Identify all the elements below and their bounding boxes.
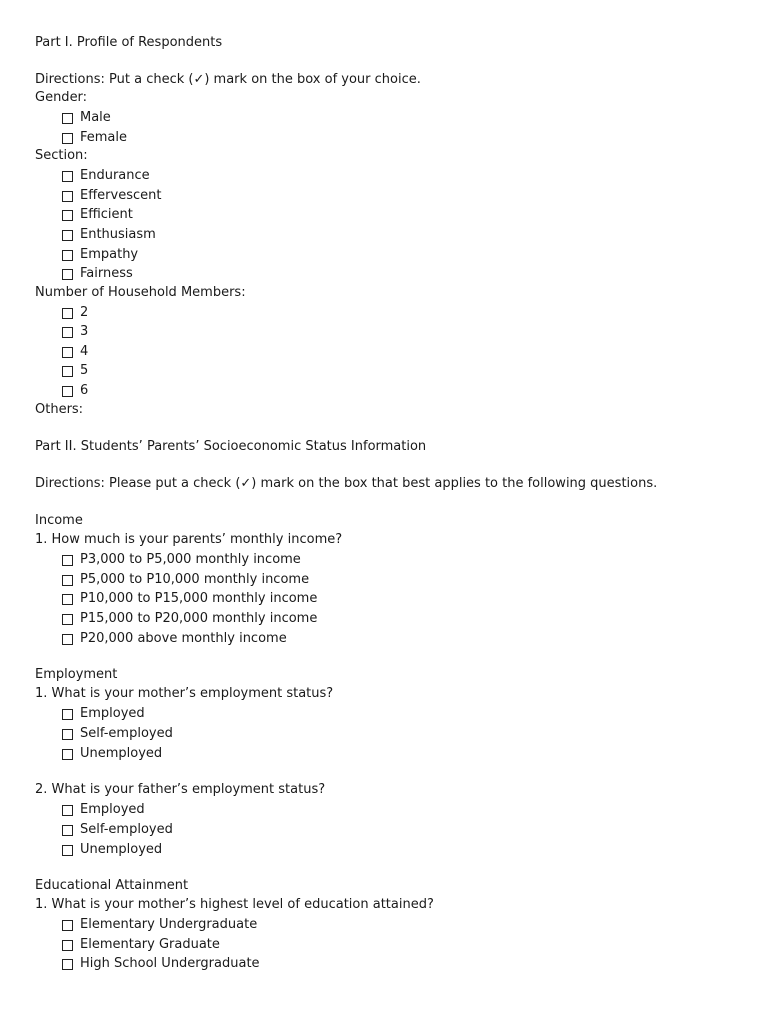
part1-directions: Directions: Put a check (✓) mark on the box of your choice. bbox=[35, 72, 421, 87]
checkbox-box[interactable] bbox=[62, 749, 73, 760]
checkbox-box[interactable] bbox=[62, 113, 73, 124]
checkbox-box[interactable] bbox=[62, 940, 73, 951]
checkbox-option[interactable] bbox=[62, 551, 301, 569]
checkbox-box[interactable] bbox=[62, 210, 73, 221]
option-label: Unemployed bbox=[80, 746, 163, 761]
checkbox-option[interactable] bbox=[62, 226, 156, 244]
option-label: P5,000 to P10,000 monthly income bbox=[80, 572, 310, 587]
option-label: 3 bbox=[80, 324, 89, 339]
option-label: Self-employed bbox=[80, 726, 173, 741]
checkbox-box[interactable] bbox=[62, 386, 73, 397]
checkbox-box[interactable] bbox=[62, 555, 73, 566]
checkbox-box[interactable] bbox=[62, 594, 73, 605]
checkbox-box[interactable] bbox=[62, 920, 73, 931]
checkbox-option[interactable] bbox=[62, 187, 161, 205]
checkbox-option[interactable] bbox=[62, 304, 88, 322]
option-label: Fairness bbox=[80, 266, 133, 281]
checkbox-box[interactable] bbox=[62, 575, 73, 586]
checkbox-box[interactable] bbox=[62, 825, 73, 836]
checkbox-box[interactable] bbox=[62, 634, 73, 645]
option-label: 4 bbox=[80, 344, 89, 359]
checkbox-box[interactable] bbox=[62, 959, 73, 970]
part1-title: Part I. Profile of Respondents bbox=[35, 35, 223, 50]
mother-employment-question: 1. What is your mother’s employment status? bbox=[35, 686, 334, 701]
checkbox-option[interactable] bbox=[62, 167, 150, 185]
option-label: Male bbox=[80, 110, 111, 125]
income-heading: Income bbox=[35, 513, 83, 528]
option-label: P15,000 to P20,000 monthly income bbox=[80, 611, 318, 626]
checkbox-option[interactable] bbox=[62, 246, 138, 264]
checkbox-option[interactable] bbox=[62, 955, 260, 973]
checkbox-box[interactable] bbox=[62, 133, 73, 144]
option-label: Employed bbox=[80, 706, 145, 721]
part2-directions: Directions: Please put a check (✓) mark on the box that best applies to the following questions. bbox=[35, 476, 658, 491]
checkbox-box[interactable] bbox=[62, 171, 73, 182]
checkbox-option[interactable] bbox=[62, 590, 317, 608]
checkbox-box[interactable] bbox=[62, 709, 73, 720]
checkbox-box[interactable] bbox=[62, 269, 73, 280]
option-label: Endurance bbox=[80, 168, 150, 183]
option-label: 5 bbox=[80, 363, 89, 378]
option-label: Unemployed bbox=[80, 842, 163, 857]
option-label: Elementary Undergraduate bbox=[80, 917, 258, 932]
checkbox-box[interactable] bbox=[62, 230, 73, 241]
checkbox-box[interactable] bbox=[62, 366, 73, 377]
checkbox-option[interactable] bbox=[62, 821, 173, 839]
option-label: Elementary Graduate bbox=[80, 937, 220, 952]
education-heading: Educational Attainment bbox=[35, 878, 189, 893]
checkbox-option[interactable] bbox=[62, 916, 257, 934]
checkbox-option[interactable] bbox=[62, 129, 127, 147]
checkbox-option[interactable] bbox=[62, 630, 287, 648]
checkbox-box[interactable] bbox=[62, 347, 73, 358]
checkbox-box[interactable] bbox=[62, 250, 73, 261]
option-label: Effervescent bbox=[80, 188, 162, 203]
checkbox-option[interactable] bbox=[62, 801, 145, 819]
checkbox-box[interactable] bbox=[62, 327, 73, 338]
checkbox-box[interactable] bbox=[62, 191, 73, 202]
checkbox-option[interactable] bbox=[62, 206, 133, 224]
checkbox-option[interactable] bbox=[62, 841, 162, 859]
option-label: P3,000 to P5,000 monthly income bbox=[80, 552, 301, 567]
household-label: Number of Household Members: bbox=[35, 285, 246, 300]
checkbox-option[interactable] bbox=[62, 725, 173, 743]
option-label: 6 bbox=[80, 383, 89, 398]
checkbox-box[interactable] bbox=[62, 614, 73, 625]
employment-heading: Employment bbox=[35, 667, 118, 682]
option-label: Enthusiasm bbox=[80, 227, 156, 242]
section-label: Section: bbox=[35, 148, 88, 163]
checkbox-option[interactable] bbox=[62, 109, 111, 127]
option-label: P10,000 to P15,000 monthly income bbox=[80, 591, 318, 606]
checkbox-option[interactable] bbox=[62, 323, 88, 341]
checkbox-option[interactable] bbox=[62, 936, 220, 954]
option-label: Female bbox=[80, 130, 128, 145]
checkbox-option[interactable] bbox=[62, 571, 309, 589]
checkbox-box[interactable] bbox=[62, 729, 73, 740]
checkbox-option[interactable] bbox=[62, 265, 133, 283]
checkbox-option[interactable] bbox=[62, 362, 88, 380]
checkbox-box[interactable] bbox=[62, 308, 73, 319]
checkbox-box[interactable] bbox=[62, 845, 73, 856]
income-question: 1. How much is your parents’ monthly income? bbox=[35, 532, 343, 547]
checkbox-option[interactable] bbox=[62, 705, 145, 723]
checkbox-option[interactable] bbox=[62, 343, 88, 361]
option-label: P20,000 above monthly income bbox=[80, 631, 287, 646]
option-label: Self-employed bbox=[80, 822, 173, 837]
option-label: Empathy bbox=[80, 247, 139, 262]
father-employment-question: 2. What is your father’s employment status? bbox=[35, 782, 326, 797]
checkbox-option[interactable] bbox=[62, 745, 162, 763]
checkbox-option[interactable] bbox=[62, 610, 317, 628]
option-label: 2 bbox=[80, 305, 89, 320]
others-label: Others: bbox=[35, 402, 84, 417]
part2-title: Part II. Students’ Parents’ Socioeconomic Status Information bbox=[35, 439, 427, 454]
gender-label: Gender: bbox=[35, 90, 88, 105]
mother-education-question: 1. What is your mother’s highest level of education attained? bbox=[35, 897, 434, 912]
checkbox-option[interactable] bbox=[62, 382, 88, 400]
option-label: High School Undergraduate bbox=[80, 956, 260, 971]
option-label: Efficient bbox=[80, 207, 133, 222]
option-label: Employed bbox=[80, 802, 145, 817]
checkbox-box[interactable] bbox=[62, 805, 73, 816]
